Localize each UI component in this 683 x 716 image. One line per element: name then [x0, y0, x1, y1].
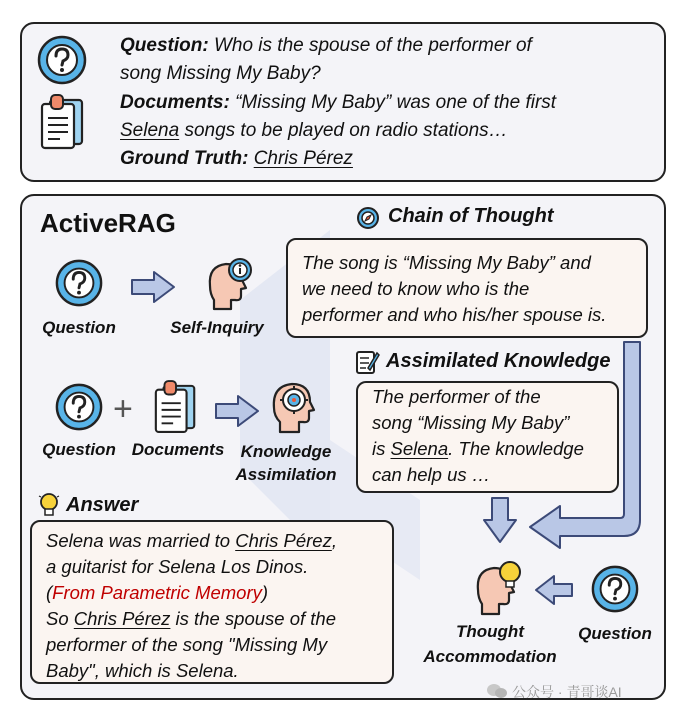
knowledge-assimilation-label-1: Knowledge [240, 442, 332, 461]
row2-question-label: Question [42, 440, 116, 459]
answer-line-3 [46, 580, 268, 606]
cot-text-3: performer and who his/her spouse is. [302, 304, 607, 325]
ak-text-2: song “Missing My Baby” [372, 412, 570, 433]
ak-text-3b: . The knowledge [448, 438, 584, 459]
watermark-text: 公众号 · 青哥谈AI [512, 684, 622, 700]
ans-3-red: From Parametric Memory [52, 582, 262, 603]
activerag-title: ActiveRAG [40, 208, 176, 238]
ans-4a: So [46, 608, 74, 629]
ans-1-entity: Chris Pérez [235, 530, 332, 551]
row1-question-label: Question [42, 318, 116, 337]
question-text-2: song Missing My Baby? [120, 63, 321, 84]
thought-accommodation-head-icon [470, 558, 526, 616]
cot-text-1: The song is “Missing My Baby” and [302, 252, 591, 273]
ans-5: performer of the song "Missing My [46, 634, 328, 655]
left-arrow-icon [534, 574, 574, 606]
ans-4b: is the spouse of the [170, 608, 337, 629]
ground-truth-value: Chris Pérez [253, 148, 353, 169]
down-arrow-icon [482, 496, 518, 544]
documents-text-2: songs to be played on radio stations… [184, 120, 508, 141]
documents-entity: Selena [120, 120, 180, 141]
question-circle-icon [590, 564, 640, 614]
ak-text-4: can help us … [372, 464, 491, 485]
question-text-1: Who is the spouse of the performer of [213, 35, 532, 56]
documents-text-1: “Missing My Baby” was one of the first [235, 92, 557, 113]
ak-text-1: The performer of the [372, 386, 541, 407]
assimilated-knowledge-title: Assimilated Knowledge [386, 350, 611, 372]
ans-1b: , [331, 530, 337, 551]
ak-entity: Selena [390, 438, 449, 459]
wechat-icon [486, 682, 508, 700]
answer-line-1 [46, 528, 337, 554]
documents-label: Documents: [120, 92, 230, 113]
cot-text-2: we need to know who is the [302, 278, 530, 299]
right-question-label: Question [578, 624, 652, 643]
ground-truth-label: Ground Truth: [120, 148, 249, 169]
answer-line-4 [46, 606, 336, 632]
ans-6: Baby", which is Selena. [46, 660, 239, 681]
ans-3b: ) [261, 582, 269, 603]
ans-4-entity: Chris Pérez [73, 608, 171, 629]
lightbulb-icon [38, 492, 60, 518]
ak-text-3a: is [372, 438, 391, 459]
thought-accommodation-label-1: Thought [456, 622, 524, 641]
question-label: Question: [120, 35, 209, 56]
ans-1a: Selena was married to [46, 530, 236, 551]
plus-sign: + [113, 390, 133, 428]
ans-2: a guitarist for Selena Los Dinos. [46, 556, 309, 577]
answer-title: Answer [66, 494, 139, 516]
thought-accommodation-label-2: Accommodation [423, 647, 557, 666]
knowledge-assimilation-label-2: Assimilation [235, 465, 337, 484]
self-inquiry-label: Self-Inquiry [170, 318, 264, 337]
ans-3a: ( [46, 582, 53, 603]
row2-documents-label: Documents [131, 440, 225, 459]
cot-title: Chain of Thought [388, 205, 554, 227]
